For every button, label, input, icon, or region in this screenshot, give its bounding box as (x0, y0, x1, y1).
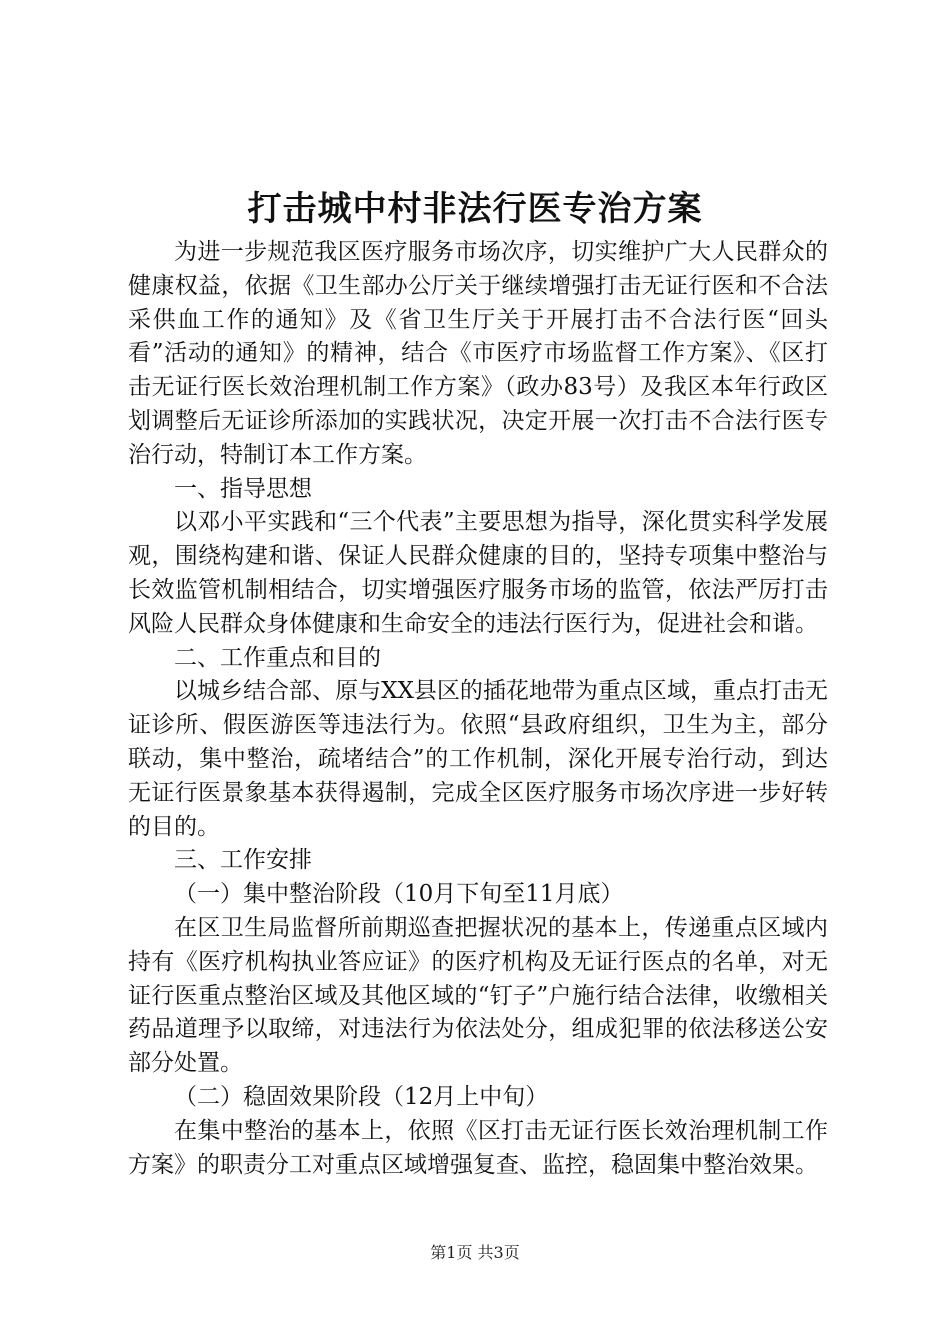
section-heading-work-arrangement: 三、工作安排 (174, 847, 312, 874)
paragraph-concentrated-rectification: 在区卫生局监督所前期巡查把握状况的基本上，传递重点区域内持有《医疗机构执业答应证》的医疗机构及无证行医点的名单，对无证行医重点整治区域及其他区域的“钉子”户施行结合法律，收缴相关药品道理予以取缔，对违法行为依法处分，组成犯罪的依法移送公安部分处置。 (128, 914, 828, 1077)
page-number-footer: 第1页 共3页 (430, 1243, 520, 1262)
section-heading-focus-and-goals: 二、工作重点和目的 (174, 644, 381, 671)
section-heading-guiding-ideology: 一、指导思想 (174, 475, 312, 502)
paragraph-guiding-ideology: 以邓小平实践和“三个代表”主要思想为指导，深化贯实科学发展观，围绕构建和谐、保证人民群众健康的目的，坚持专项集中整治与长效监管机制相结合，切实增强医疗服务市场的监管，依法严厉打击风险人民群众身体健康和生命安全的违法行医行为，促进社会和谐。 (128, 509, 828, 637)
paragraph-focus-and-goals: 以城乡结合部、原与XX县区的插花地带为重点区域，重点打击无证诊所、假医游医等违法行为。依照“县政府组织，卫生为主，部分联动，集中整治，疏堵结合”的工作机制，深化开展专治行动，到达无证行医景象基本获得遏制，完成全区医疗服务市场次序进一步好转的目的。 (128, 678, 828, 840)
paragraph-intro: 为进一步规范我区医疗服务市场次序，切实维护广大人民群众的健康权益，依据《卫生部办公厅关于继续增强打击无证行医和不合法采供血工作的通知》及《省卫生厅关于开展打击不合法行医“回头看”活动的通知》的精神，结合《市医疗市场监督工作方案》、《区打击无证行医长效治理机制工作方案》（政办83号）及我区本年行政区划调整后无证诊所添加的实践状况，决定开展一次打击不合法行医专治行动，特制订本工作方案。 (128, 239, 828, 468)
document-body (128, 236, 828, 1182)
document-title: 打击城中村非法行医专治方案 (247, 189, 703, 229)
paragraph-consolidation: 在集中整治的基本上，依照《区打击无证行医长效治理机制工作方案》的职责分工对重点区域增强复查、监控，稳固集中整治效果。 (128, 1117, 828, 1178)
subsection-heading-concentrated-rectification: （一）集中整治阶段（10月下旬至11月底） (174, 881, 624, 908)
subsection-heading-consolidation: （二）稳固效果阶段（12月上中旬） (174, 1083, 549, 1110)
